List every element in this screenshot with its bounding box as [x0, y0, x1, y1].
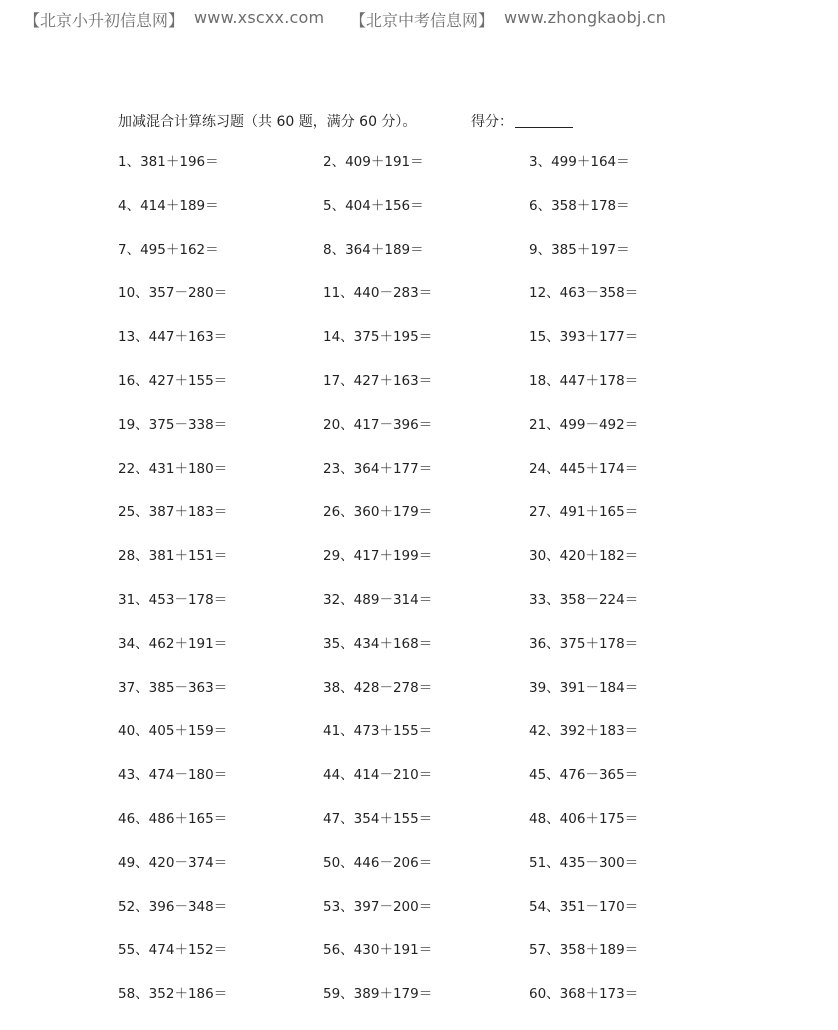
problem-item: 6、358＋178＝ — [529, 197, 630, 214]
problem-item: 59、389＋179＝ — [323, 986, 433, 1003]
problem-item: 2、409＋191＝ — [323, 154, 424, 170]
site2-url-link[interactable]: www.zhongkaobj.cn — [504, 8, 667, 27]
problem-item: 17、427＋163＝ — [323, 372, 433, 389]
problem-item: 22、431＋180＝ — [118, 460, 228, 477]
problem-item: 24、445＋174＝ — [529, 460, 639, 477]
problem-item: 32、489－314＝ — [323, 591, 433, 608]
problem-item: 31、453－178＝ — [118, 591, 228, 608]
problem-item: 49、420－374＝ — [118, 854, 228, 871]
problem-item: 60、368＋173＝ — [529, 986, 639, 1003]
problem-item: 28、381＋151＝ — [118, 548, 228, 565]
problem-item: 13、447＋163＝ — [118, 329, 228, 346]
problem-item: 27、491＋165＝ — [529, 504, 639, 521]
problem-item: 39、391－184＝ — [529, 679, 639, 696]
problem-item: 12、463－358＝ — [529, 285, 639, 302]
problem-item: 29、417＋199＝ — [323, 548, 433, 565]
problem-item: 7、495＋162＝ — [118, 241, 219, 258]
problem-item: 19、375－338＝ — [118, 416, 228, 433]
problem-item: 18、447＋178＝ — [529, 372, 639, 389]
problem-item: 8、364＋189＝ — [323, 241, 424, 258]
problem-item: 14、375＋195＝ — [323, 329, 433, 346]
problem-item: 52、396－348＝ — [118, 898, 228, 915]
problem-item: 34、462＋191＝ — [118, 635, 228, 652]
problem-item: 37、385－363＝ — [118, 679, 228, 696]
problem-item: 58、352＋186＝ — [118, 986, 228, 1003]
problem-item: 16、427＋155＝ — [118, 372, 228, 389]
problem-item: 35、434＋168＝ — [323, 635, 433, 652]
problem-grid — [118, 152, 778, 1028]
problem-item: 10、357－280＝ — [118, 285, 228, 302]
problem-item: 57、358＋189＝ — [529, 942, 639, 959]
problem-item: 3、499＋164＝ — [529, 154, 630, 170]
problem-item: 5、404＋156＝ — [323, 197, 424, 214]
problem-item: 47、354＋155＝ — [323, 810, 433, 827]
problem-item: 23、364＋177＝ — [323, 460, 433, 477]
problem-item: 44、414－210＝ — [323, 767, 433, 784]
problem-item: 33、358－224＝ — [529, 591, 639, 608]
worksheet-title: 加减混合计算练习题（共 60 题，满分 60 分）。 — [118, 114, 417, 130]
score-blank-line — [515, 127, 573, 128]
problem-item: 56、430＋191＝ — [323, 942, 433, 959]
problem-item: 55、474＋152＝ — [118, 942, 228, 959]
page-header — [24, 8, 824, 32]
problem-item: 46、486＋165＝ — [118, 810, 228, 827]
problem-item: 20、417－396＝ — [323, 416, 433, 433]
problem-item: 11、440－283＝ — [323, 285, 433, 302]
problem-item: 45、476－365＝ — [529, 767, 639, 784]
problem-item: 38、428－278＝ — [323, 679, 433, 696]
problem-item: 42、392＋183＝ — [529, 723, 639, 740]
problem-item: 1、381＋196＝ — [118, 154, 219, 170]
problem-item: 43、474－180＝ — [118, 767, 228, 784]
problem-item: 21、499－492＝ — [529, 416, 639, 433]
problem-item: 40、405＋159＝ — [118, 723, 228, 740]
problem-item: 36、375＋178＝ — [529, 635, 639, 652]
problem-item: 48、406＋175＝ — [529, 810, 639, 827]
site1-url-link[interactable]: www.xscxx.com — [194, 8, 325, 27]
problem-item: 4、414＋189＝ — [118, 197, 219, 214]
problem-item: 54、351－170＝ — [529, 898, 639, 915]
problem-item: 26、360＋179＝ — [323, 504, 433, 521]
problem-item: 30、420＋182＝ — [529, 548, 639, 565]
worksheet-title-row — [118, 111, 798, 131]
problem-item: 50、446－206＝ — [323, 854, 433, 871]
problem-item: 53、397－200＝ — [323, 898, 433, 915]
site2-name: 【北京中考信息网】 — [350, 11, 495, 30]
problem-item: 51、435－300＝ — [529, 854, 639, 871]
problem-item: 15、393＋177＝ — [529, 329, 639, 346]
problem-item: 9、385＋197＝ — [529, 241, 630, 258]
problem-item: 41、473＋155＝ — [323, 723, 433, 740]
site1-name: 【北京小升初信息网】 — [24, 11, 185, 30]
problem-item: 25、387＋183＝ — [118, 504, 228, 521]
score-label: 得分： — [471, 114, 513, 130]
